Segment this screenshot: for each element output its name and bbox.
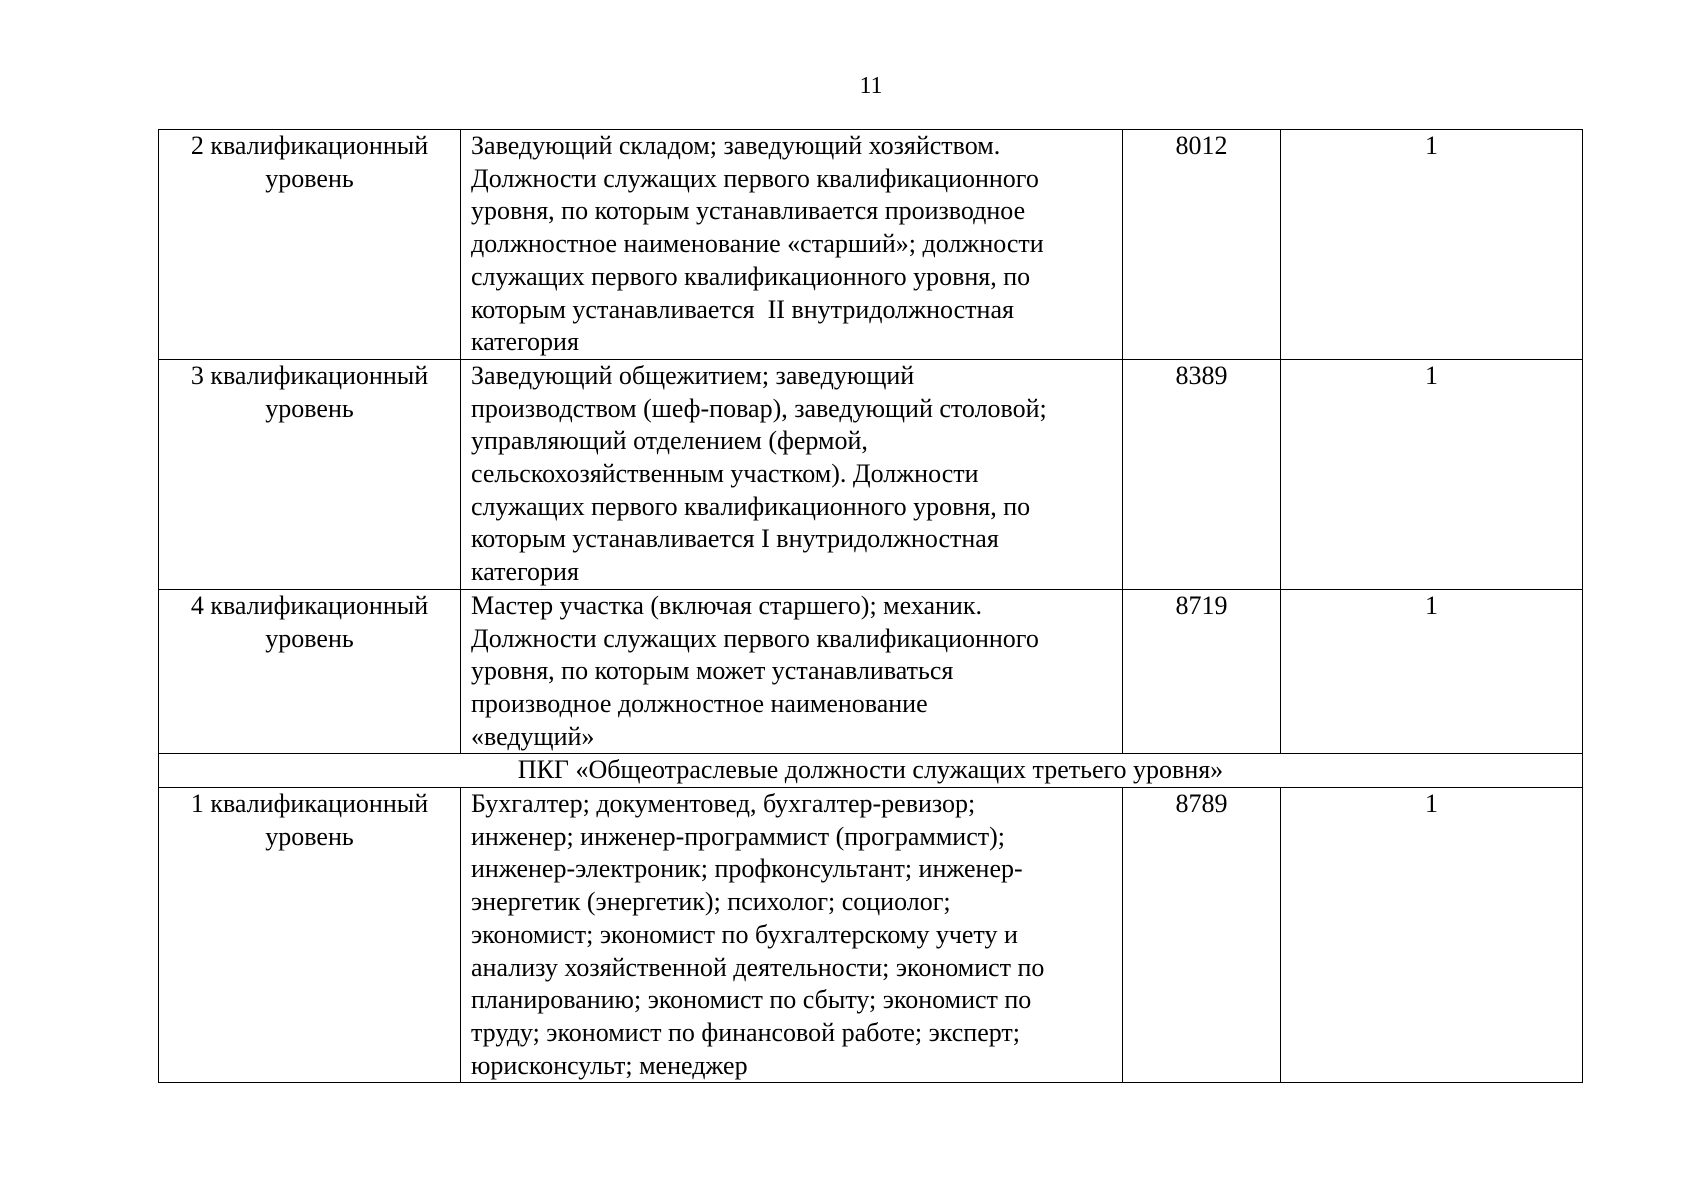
- positions-text: анализу хозяйственной деятельности; экономист по: [471, 952, 1045, 982]
- positions-text: инженер; инженер-программист (программист);: [471, 821, 1005, 851]
- positions-cell: [461, 359, 1123, 589]
- qualification-level-cell: [159, 589, 461, 754]
- positions-text: экономист; экономист по бухгалтерскому учету и: [471, 919, 1018, 949]
- qualification-level-cell: [159, 359, 461, 589]
- positions-text: Бухгалтер; документовед, бухгалтер-ревизор;: [471, 789, 976, 819]
- coefficient-cell: 1: [1281, 788, 1583, 1083]
- qualification-table: [158, 129, 1583, 1083]
- group-header-row: [159, 754, 1583, 788]
- positions-text: производное должностное наименование: [471, 688, 928, 718]
- table-row: [159, 130, 1583, 360]
- salary-cell: 8012: [1123, 130, 1281, 360]
- positions-text: энергетик (энергетик); психолог; социолог;: [471, 887, 951, 917]
- qualification-level-cell: [159, 788, 461, 1083]
- positions-text: труду; экономист по финансовой работе; эксперт;: [471, 1017, 1020, 1047]
- positions-text: служащих первого квалификационного уровня, по: [471, 491, 1031, 521]
- professional-group-header: ПКГ «Общеотраслевые должности служащих третьего уровня»: [159, 754, 1583, 788]
- positions-text: Должности служащих первого квалификационного: [471, 623, 1039, 653]
- positions-text: планированию; экономист по сбыту; экономист по: [471, 985, 1032, 1015]
- positions-text: сельскохозяйственным участком). Должности: [471, 459, 979, 489]
- positions-text: которым устанавливается II внутридолжностная: [471, 294, 1014, 324]
- salary-cell: 8789: [1123, 788, 1281, 1083]
- positions-text: уровня, по которым может устанавливаться: [471, 656, 954, 686]
- table-row: [159, 589, 1583, 754]
- positions-text: которым устанавливается I внутридолжностная: [471, 524, 999, 554]
- positions-text: инженер-электроник; профконсультант; инженер-: [471, 854, 1023, 884]
- qualification-level-text: 1 квалификационный: [190, 789, 429, 819]
- positions-text: Заведующий общежитием; заведующий: [471, 360, 915, 390]
- coefficient-cell: 1: [1281, 359, 1583, 589]
- qualification-level-text: 3 квалификационный: [190, 360, 429, 390]
- salary-cell: 8719: [1123, 589, 1281, 754]
- positions-text: Должности служащих первого квалификационного: [471, 163, 1039, 193]
- coefficient-cell: 1: [1281, 589, 1583, 754]
- qualification-level-text: уровень: [265, 623, 354, 653]
- coefficient-cell: 1: [1281, 130, 1583, 360]
- positions-cell: [461, 788, 1123, 1083]
- positions-text: производством (шеф-повар), заведующий столовой;: [471, 393, 1047, 423]
- positions-text: категория: [471, 557, 579, 587]
- positions-text: Заведующий складом; заведующий хозяйством.: [471, 131, 1001, 160]
- positions-text: «ведущий»: [471, 721, 595, 751]
- positions-text: служащих первого квалификационного уровня, по: [471, 261, 1031, 291]
- page-number: 11: [859, 73, 883, 99]
- salary-cell: 8389: [1123, 359, 1281, 589]
- positions-cell: [461, 589, 1123, 754]
- table-row: [159, 788, 1583, 1083]
- positions-text: управляющий отделением (фермой,: [471, 426, 868, 456]
- qualification-level-text: 4 квалификационный: [190, 590, 429, 620]
- qualification-level-text: уровень: [265, 393, 354, 423]
- positions-text: категория: [471, 327, 579, 357]
- positions-text: должностное наименование «старший»; должности: [471, 229, 1044, 259]
- qualification-level-text: 2 квалификационный: [190, 131, 429, 160]
- qualification-level-cell: [159, 130, 461, 360]
- positions-text: уровня, по которым устанавливается производное: [471, 196, 1026, 226]
- qualification-level-text: уровень: [265, 821, 354, 851]
- qualification-level-text: уровень: [265, 163, 354, 193]
- table-row: [159, 359, 1583, 589]
- positions-cell: [461, 130, 1123, 360]
- positions-text: Мастер участка (включая старшего); механик.: [471, 590, 982, 620]
- positions-text: юрисконсульт; менеджер: [471, 1050, 748, 1080]
